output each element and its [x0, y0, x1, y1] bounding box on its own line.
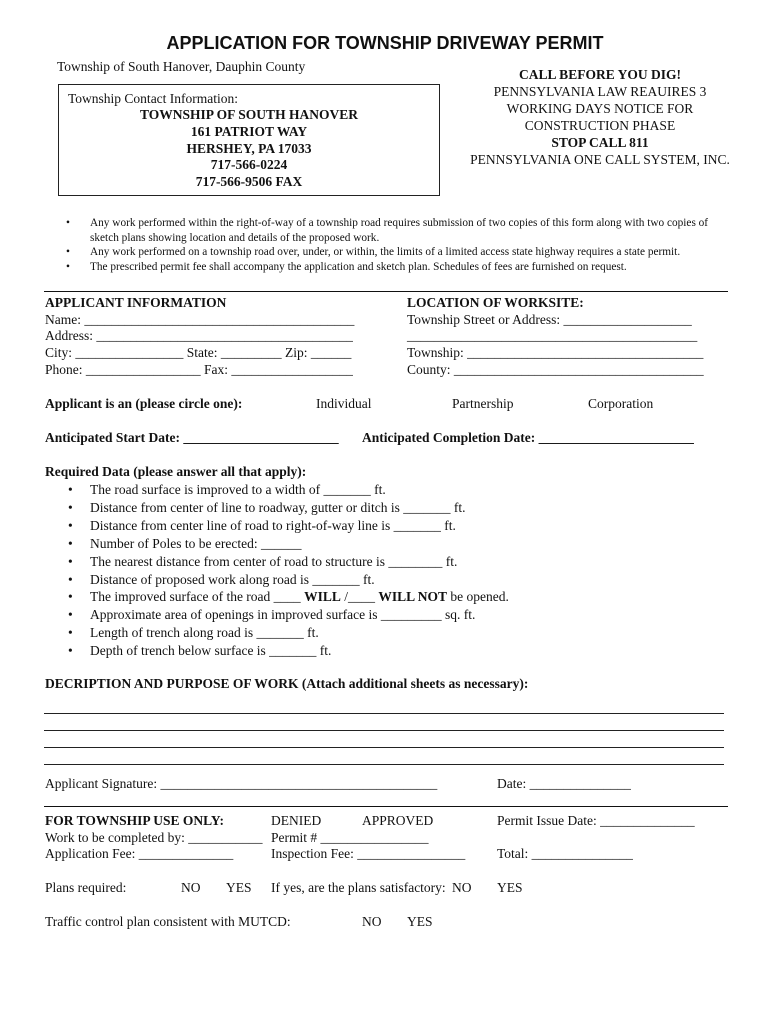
call-line: PENNSYLVANIA LAW REAUIRES 3 [493, 84, 707, 99]
option-partnership[interactable]: Partnership [452, 396, 514, 411]
required-item[interactable]: • Distance of proposed work along road is _______ ft. [68, 571, 509, 589]
call-line: CALL BEFORE YOU DIG! [519, 67, 681, 82]
description-lines[interactable] [44, 697, 724, 765]
application-fee-field[interactable]: Application Fee: ______________ [45, 846, 234, 861]
completion-date-text: Anticipated Completion Date: _______________________ [362, 430, 694, 445]
plans-satisfactory-no[interactable]: NO [452, 880, 472, 895]
name-field[interactable]: Name: ________________________________________ [45, 312, 355, 327]
street-field[interactable]: Township Street or Address: ___________________ [407, 312, 692, 327]
traffic-control-yes[interactable]: YES [407, 914, 433, 929]
street-field-continued[interactable]: ___________________________________________ [407, 328, 698, 343]
phone-fax-field[interactable]: Phone: _________________ Fax: __________________ [45, 362, 353, 377]
description-line[interactable] [44, 714, 724, 731]
traffic-control-no[interactable]: NO [362, 914, 382, 929]
call-before-you-dig [450, 66, 750, 168]
signature-field[interactable]: Applicant Signature: _________________________________________ [45, 776, 438, 791]
required-item[interactable]: • The road surface is improved to a width of _______ ft. [68, 481, 509, 499]
start-date-field[interactable] [45, 430, 339, 446]
opened-will-not: WILL NOT [378, 589, 447, 605]
opened-post: be opened. [447, 589, 509, 605]
required-item[interactable]: • Distance from center line of road to right-of-way line is _______ ft. [68, 517, 509, 535]
approved-option[interactable]: APPROVED [362, 813, 434, 828]
option-corporation[interactable]: Corporation [588, 396, 654, 411]
required-item-opened[interactable] [68, 588, 509, 606]
call-line: WORKING DAYS NOTICE FOR [506, 101, 694, 116]
plans-required-no[interactable]: NO [181, 880, 201, 895]
required-item[interactable]: • The nearest distance from center of road to structure is ________ ft. [68, 553, 509, 571]
location-heading: LOCATION OF WORKSITE: [407, 295, 584, 310]
page-subtitle: Township of South Hanover, Dauphin County [57, 59, 306, 74]
plans-satisfactory-yes[interactable]: YES [497, 880, 523, 895]
section-divider [44, 291, 728, 292]
plans-required-yes[interactable]: YES [226, 880, 252, 895]
address-field[interactable]: Address: ______________________________________ [45, 328, 353, 343]
opened-will: WILL [304, 589, 341, 605]
description-heading: DECRIPTION AND PURPOSE OF WORK (Attach additional sheets as necessary): [45, 676, 529, 691]
township-field[interactable]: Township: ___________________________________ [407, 345, 704, 360]
required-item[interactable]: • Distance from center of line to roadway, gutter or ditch is _______ ft. [68, 499, 509, 517]
contact-box [58, 84, 440, 196]
section-divider [44, 806, 728, 807]
note-item: • Any work performed on a township road over, under, or within, the limits of a limited access state highway requires a state permit. [62, 245, 722, 260]
description-line[interactable] [44, 731, 724, 748]
permit-issue-date-field[interactable]: Permit Issue Date: ______________ [497, 813, 695, 828]
required-list [68, 481, 509, 660]
permit-number-field[interactable]: Permit # ________________ [271, 830, 429, 845]
contact-line: 717-566-9506 FAX [195, 174, 303, 189]
opened-mid: /____ [340, 589, 379, 605]
call-line: PENNSYLVANIA ONE CALL SYSTEM, INC. [470, 152, 730, 167]
description-line[interactable] [44, 748, 724, 765]
signature-date-field[interactable]: Date: _______________ [497, 776, 631, 791]
applicant-heading: APPLICANT INFORMATION [45, 295, 227, 310]
required-item[interactable]: • Depth of trench below surface is _______ ft. [68, 642, 509, 660]
plans-satisfactory-label: If yes, are the plans satisfactory: [271, 880, 446, 895]
city-state-zip-field[interactable]: City: ________________ State: _________ Zip: ______ [45, 345, 352, 360]
contact-line: 161 PATRIOT WAY [190, 124, 308, 139]
plans-required-label: Plans required: [45, 880, 127, 895]
county-field[interactable]: County: _____________________________________ [407, 362, 704, 377]
note-item: • The prescribed permit fee shall accompany the application and sketch plan. Schedules of fees are furnished on request. [62, 260, 722, 275]
inspection-fee-field[interactable]: Inspection Fee: ________________ [271, 846, 466, 861]
start-date-text: Anticipated Start Date: _______________________ [45, 430, 339, 445]
applicant-type-label: Applicant is an (please circle one): [45, 396, 243, 411]
traffic-control-label: Traffic control plan consistent with MUTCD: [45, 914, 291, 929]
description-line[interactable] [44, 697, 724, 714]
contact-line: HERSHEY, PA 17033 [186, 141, 312, 156]
option-individual[interactable]: Individual [316, 396, 372, 411]
call-line: STOP CALL 811 [551, 135, 649, 150]
contact-label: Township Contact Information: [68, 91, 239, 106]
call-line: CONSTRUCTION PHASE [524, 118, 676, 133]
denied-option[interactable]: DENIED [271, 813, 322, 828]
notes-list [62, 216, 722, 274]
total-field[interactable]: Total: _______________ [497, 846, 633, 861]
work-completed-by-field[interactable]: Work to be completed by: ___________ [45, 830, 263, 845]
note-item: • Any work performed within the right-of-way of a township road requires submission of two copies of this form along with two copies of sketch plans showing location and details of the proposed work. [62, 216, 722, 245]
township-use-heading: FOR TOWNSHIP USE ONLY: [45, 813, 224, 828]
completion-date-field[interactable] [362, 430, 694, 446]
required-item[interactable]: • Length of trench along road is _______ ft. [68, 624, 509, 642]
opened-pre: The improved surface of the road ____ [90, 589, 305, 605]
page-title: APPLICATION FOR TOWNSHIP DRIVEWAY PERMIT [166, 33, 604, 53]
required-item[interactable]: • Number of Poles to be erected: ______ [68, 535, 509, 553]
contact-line: TOWNSHIP OF SOUTH HANOVER [140, 107, 358, 122]
contact-line: 717-566-0224 [210, 157, 288, 172]
required-item[interactable]: • Approximate area of openings in improved surface is _________ sq. ft. [68, 606, 509, 624]
required-heading: Required Data (please answer all that apply): [45, 464, 307, 479]
